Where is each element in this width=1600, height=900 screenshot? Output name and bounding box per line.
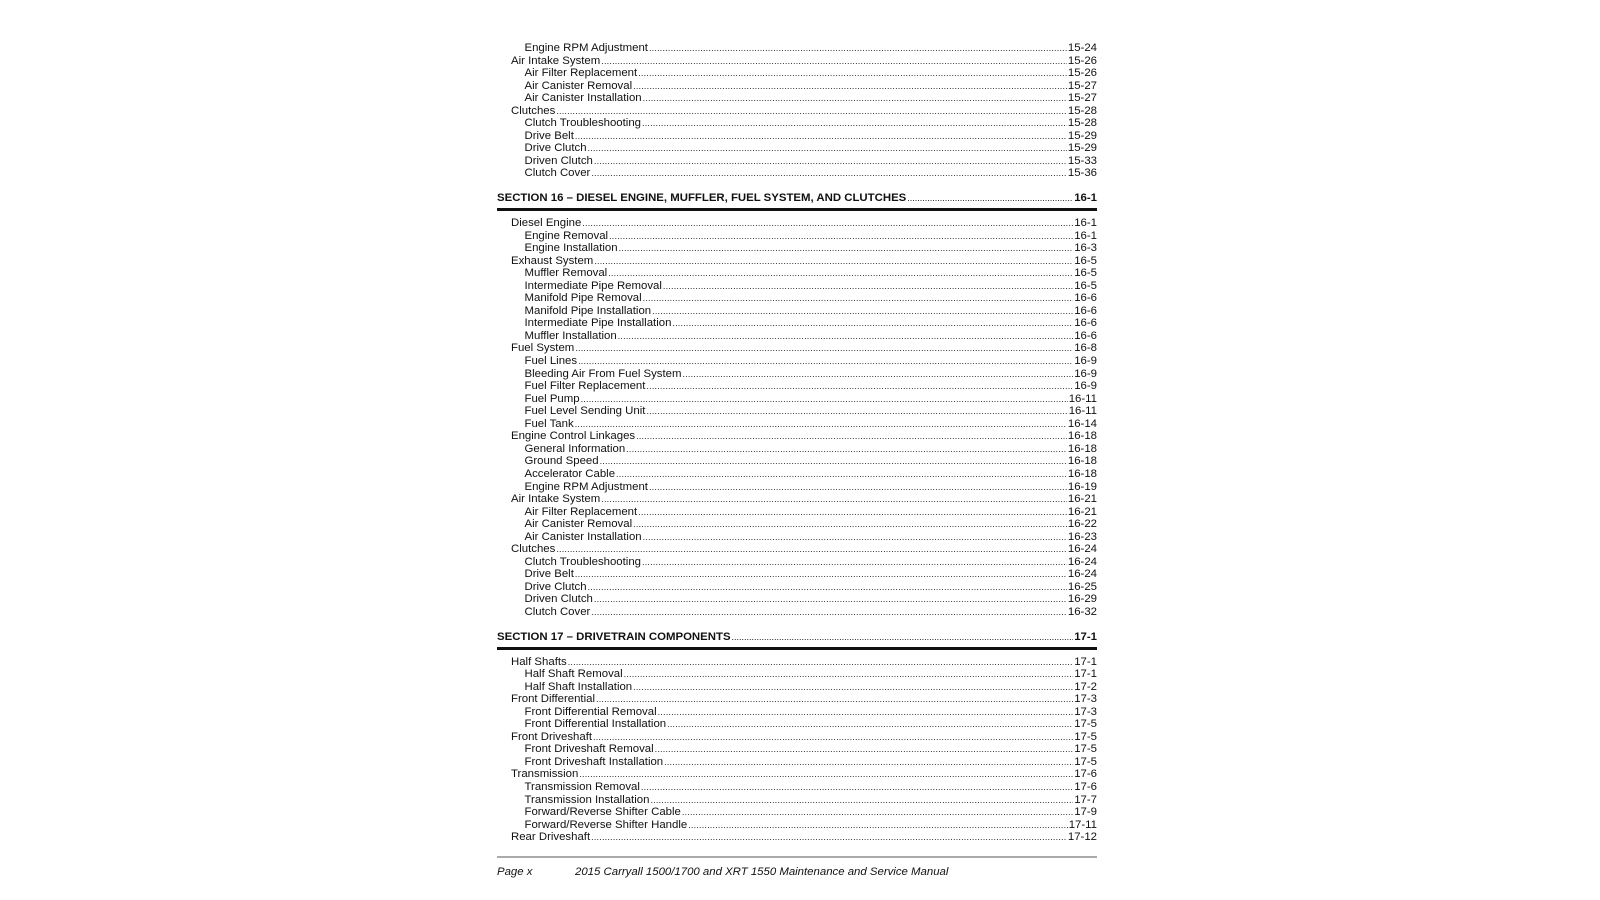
toc-entry-page: 16-1 (1074, 217, 1097, 230)
dot-leader (600, 455, 1067, 468)
dot-leader (593, 731, 1073, 744)
toc-entry-title: Air Intake System (511, 54, 601, 67)
toc-entry-title: Fuel Lines (524, 355, 578, 368)
toc-entry-page: 17-7 (1074, 793, 1097, 806)
dot-leader (624, 668, 1074, 681)
toc-entry-page: 17-6 (1074, 768, 1097, 781)
toc-entry-title: Transmission Installation (524, 793, 650, 806)
dot-leader (633, 518, 1067, 531)
toc-entry-title: Front Driveshaft (511, 730, 593, 743)
toc-entry[interactable] (497, 556, 1097, 569)
toc-entry-title: Transmission Removal (524, 780, 640, 793)
toc-entry-page: 16-14 (1067, 417, 1097, 430)
toc-entry-title: Half Shaft Installation (524, 680, 633, 693)
dot-leader (649, 481, 1067, 494)
toc-entry-page: 17-2 (1074, 680, 1097, 693)
toc-entry[interactable] (497, 430, 1097, 443)
toc-entry[interactable] (497, 831, 1097, 844)
toc-entry[interactable] (497, 543, 1097, 556)
toc-entry-page: 15-24 (1067, 42, 1097, 54)
dot-leader (641, 781, 1073, 794)
dot-leader (649, 42, 1067, 55)
toc-entry-title: Manifold Pipe Removal (524, 292, 642, 305)
section-17-title: SECTION 17 – DRIVETRAIN COMPONENTS (497, 630, 731, 643)
toc-entry[interactable] (497, 230, 1097, 243)
toc-entry[interactable] (497, 781, 1097, 794)
toc-entry[interactable] (497, 681, 1097, 694)
toc-entry-title: Drive Clutch (524, 142, 587, 155)
toc-entry-page: 16-11 (1068, 392, 1097, 405)
dot-leader (556, 105, 1067, 118)
toc-entry-page: 16-8 (1074, 342, 1097, 355)
toc-entry[interactable] (497, 267, 1097, 280)
toc-entry-title: Forward/Reverse Shifter Cable (524, 806, 681, 819)
toc-entry-title: Clutch Troubleshooting (524, 555, 642, 568)
toc-entry[interactable] (497, 342, 1097, 355)
toc-entry-title: Front Differential Installation (524, 718, 667, 731)
toc-entry-title: Engine RPM Adjustment (524, 42, 648, 54)
toc-entry-title: Fuel Pump (524, 392, 580, 405)
footer-manual-title: 2015 Carryall 1500/1700 and XRT 1550 Maintenance and Service Manual (575, 866, 949, 878)
toc-entry-page: 16-18 (1067, 430, 1097, 443)
toc-entry-page: 16-21 (1067, 493, 1097, 506)
toc-entry-title: Clutch Cover (524, 605, 591, 618)
dot-leader (638, 67, 1067, 80)
toc-entry-page: 16-25 (1067, 580, 1097, 593)
toc-entry-title: Half Shafts (511, 655, 567, 668)
toc-entry[interactable] (497, 155, 1097, 168)
toc-entry[interactable] (497, 693, 1097, 706)
toc-entry-title: Air Canister Installation (524, 530, 642, 543)
section-16-heading[interactable] (497, 191, 1097, 211)
toc-entry-title: Air Canister Removal (524, 79, 633, 92)
dot-leader (588, 142, 1067, 155)
toc-entry-page: 15-27 (1067, 79, 1097, 92)
toc-entry[interactable] (497, 593, 1097, 606)
toc-entry-page: 16-5 (1074, 267, 1097, 280)
toc-entry-title: Air Canister Removal (524, 518, 633, 531)
toc-entry-title: Air Filter Replacement (524, 67, 638, 80)
toc-entry[interactable] (497, 418, 1097, 431)
toc-entry-title: Front Differential (511, 693, 595, 706)
dot-leader (907, 191, 1073, 205)
toc-entry[interactable] (497, 130, 1097, 143)
dot-leader (643, 292, 1074, 305)
toc-entry[interactable] (497, 656, 1097, 669)
toc-entry-page: 17-12 (1067, 831, 1097, 844)
toc-entry[interactable] (497, 105, 1097, 118)
dot-leader (556, 543, 1067, 556)
toc-entry-title: Air Filter Replacement (524, 505, 638, 518)
toc-entry[interactable] (497, 668, 1097, 681)
dot-leader (579, 768, 1073, 781)
toc-entry[interactable] (497, 768, 1097, 781)
dot-leader (608, 267, 1073, 280)
toc-entry[interactable] (497, 794, 1097, 807)
toc-entry[interactable] (497, 42, 1097, 55)
dot-leader (667, 718, 1073, 731)
toc-entry-title: Front Driveshaft Removal (524, 743, 654, 756)
dot-leader (594, 593, 1067, 606)
toc-entry-title: Clutch Troubleshooting (524, 117, 642, 130)
toc-entry-title: Fuel System (511, 342, 575, 355)
toc-entry-title: Air Intake System (511, 493, 601, 506)
dot-leader (575, 418, 1067, 431)
toc-entry[interactable] (497, 305, 1097, 318)
toc-entry-page: 16-32 (1067, 605, 1097, 618)
toc-entry-page: 15-28 (1067, 117, 1097, 130)
toc-entry-title: Engine Installation (524, 242, 618, 255)
toc-entry-title: Diesel Engine (511, 217, 582, 230)
toc-entry[interactable] (497, 255, 1097, 268)
dot-leader (682, 806, 1073, 819)
toc-entry-page: 16-6 (1074, 292, 1097, 305)
toc-entry-title: Clutch Cover (524, 167, 591, 180)
toc-entry[interactable] (497, 743, 1097, 756)
table-of-contents (497, 42, 1097, 844)
dot-leader (609, 230, 1073, 243)
dot-leader (591, 606, 1067, 619)
dot-leader (646, 380, 1073, 393)
dot-leader (575, 568, 1067, 581)
toc-entry-page: 15-28 (1067, 104, 1097, 117)
toc-entry-title: Accelerator Cable (524, 467, 616, 480)
toc-entry-page: 16-9 (1074, 380, 1097, 393)
toc-entry[interactable] (497, 330, 1097, 343)
toc-entry-title: Clutches (511, 543, 556, 556)
toc-entry-title: Front Driveshaft Installation (524, 755, 664, 768)
toc-entry-title: Muffler Installation (524, 329, 617, 342)
dot-leader (594, 255, 1073, 268)
toc-entry[interactable] (497, 756, 1097, 769)
dot-leader (643, 92, 1067, 105)
toc-entry[interactable] (497, 142, 1097, 155)
dot-leader (638, 506, 1067, 519)
toc-entry-title: Air Canister Installation (524, 92, 642, 105)
toc-entry-page: 16-9 (1074, 355, 1097, 368)
toc-entry[interactable] (497, 518, 1097, 531)
toc-entry[interactable] (497, 718, 1097, 731)
toc-entry[interactable] (497, 506, 1097, 519)
toc-entry[interactable] (497, 568, 1097, 581)
toc-entry[interactable] (497, 380, 1097, 393)
toc-entry-title: Transmission (511, 768, 579, 781)
toc-entry-page: 17-6 (1074, 780, 1097, 793)
toc-entry-title: Intermediate Pipe Installation (524, 317, 672, 330)
toc-entry-title: Drive Clutch (524, 580, 587, 593)
toc-entry-title: Forward/Reverse Shifter Handle (524, 818, 688, 831)
toc-entry[interactable] (497, 217, 1097, 230)
toc-entry-title: Driven Clutch (524, 593, 593, 606)
toc-entry-title: Exhaust System (511, 254, 594, 267)
section-17-heading[interactable] (497, 630, 1097, 650)
toc-entry[interactable] (497, 706, 1097, 719)
section-16-title: SECTION 16 – DIESEL ENGINE, MUFFLER, FUEL SYSTEM, AND CLUTCHES (497, 192, 907, 205)
toc-entry-page: 17-5 (1074, 743, 1097, 756)
toc-entry[interactable] (497, 280, 1097, 293)
toc-entry-page: 17-5 (1074, 730, 1097, 743)
toc-entry-page: 16-6 (1074, 329, 1097, 342)
toc-entry[interactable] (497, 731, 1097, 744)
toc-section-15-continued (497, 42, 1097, 180)
dot-leader (663, 280, 1073, 293)
toc-entry-page: 15-33 (1067, 154, 1097, 167)
dot-leader (568, 656, 1073, 669)
dot-leader (633, 80, 1067, 93)
toc-entry-title: Fuel Tank (524, 417, 574, 430)
dot-leader (650, 794, 1073, 807)
toc-entry-page: 17-3 (1074, 693, 1097, 706)
dot-leader (633, 681, 1073, 694)
dot-leader (626, 443, 1067, 456)
toc-entry-title: Engine RPM Adjustment (524, 480, 648, 493)
toc-entry-page: 16-24 (1067, 543, 1097, 556)
toc-section-17 (497, 656, 1097, 844)
toc-entry[interactable] (497, 355, 1097, 368)
toc-entry-page: 16-6 (1074, 304, 1097, 317)
toc-entry-page: 16-23 (1067, 530, 1097, 543)
dot-leader (588, 581, 1067, 594)
toc-entry[interactable] (497, 481, 1097, 494)
toc-entry-page: 16-3 (1074, 242, 1097, 255)
toc-entry-title: Drive Belt (524, 129, 574, 142)
dot-leader (636, 430, 1067, 443)
dot-leader (578, 355, 1073, 368)
dot-leader (619, 242, 1074, 255)
dot-leader (601, 55, 1067, 68)
toc-entry[interactable] (497, 581, 1097, 594)
dot-leader (581, 393, 1068, 406)
dot-leader (646, 405, 1067, 418)
toc-entry-page: 16-22 (1067, 518, 1097, 531)
toc-entry[interactable] (497, 67, 1097, 80)
toc-entry[interactable] (497, 117, 1097, 130)
dot-leader (683, 368, 1074, 381)
dot-leader (642, 117, 1067, 130)
dot-leader (664, 756, 1073, 769)
toc-entry-page: 16-18 (1067, 442, 1097, 455)
dot-leader (575, 342, 1073, 355)
toc-entry[interactable] (497, 92, 1097, 105)
dot-leader (652, 305, 1073, 318)
dot-leader (642, 556, 1067, 569)
toc-entry-page: 17-1 (1074, 668, 1097, 681)
toc-entry-page: 16-1 (1074, 229, 1097, 242)
toc-entry-title: Manifold Pipe Installation (524, 304, 652, 317)
toc-entry-page: 16-11 (1068, 405, 1097, 418)
toc-entry-title: Fuel Level Sending Unit (524, 405, 646, 418)
dot-leader (582, 217, 1073, 230)
toc-entry-title: Muffler Removal (524, 267, 608, 280)
dot-leader (575, 130, 1067, 143)
dot-leader (688, 819, 1068, 832)
section-17-page: 17-1 (1074, 630, 1097, 643)
toc-entry-page: 16-5 (1074, 279, 1097, 292)
dot-leader (591, 167, 1067, 180)
toc-entry-page: 15-26 (1067, 54, 1097, 67)
toc-entry[interactable] (497, 167, 1097, 180)
toc-entry-page: 17-1 (1074, 655, 1097, 668)
toc-entry-page: 16-24 (1067, 568, 1097, 581)
toc-entry[interactable] (497, 468, 1097, 481)
dot-leader (658, 706, 1074, 719)
toc-entry-page: 17-3 (1074, 705, 1097, 718)
toc-entry-page: 16-9 (1074, 367, 1097, 380)
section-16-page: 16-1 (1074, 192, 1097, 205)
toc-entry-page: 17-11 (1068, 818, 1097, 831)
toc-entry-title: Clutches (511, 104, 556, 117)
dot-leader (618, 330, 1073, 343)
dot-leader (596, 693, 1073, 706)
toc-entry-page: 17-5 (1074, 718, 1097, 731)
toc-entry-page: 16-6 (1074, 317, 1097, 330)
toc-entry-title: Fuel Filter Replacement (524, 380, 646, 393)
toc-entry[interactable] (497, 819, 1097, 832)
toc-entry-page: 16-18 (1067, 455, 1097, 468)
toc-entry[interactable] (497, 405, 1097, 418)
toc-entry[interactable] (497, 443, 1097, 456)
toc-entry-title: Engine Control Linkages (511, 430, 636, 443)
toc-entry-page: 16-5 (1074, 254, 1097, 267)
toc-entry-page: 16-29 (1067, 593, 1097, 606)
dot-leader (732, 630, 1074, 644)
toc-entry-page: 17-9 (1074, 806, 1097, 819)
toc-entry[interactable] (497, 493, 1097, 506)
toc-entry[interactable] (497, 806, 1097, 819)
toc-entry-title: Front Differential Removal (524, 705, 657, 718)
toc-entry-title: Engine Removal (524, 229, 609, 242)
toc-entry[interactable] (497, 393, 1097, 406)
toc-entry-title: Half Shaft Removal (524, 668, 623, 681)
dot-leader (594, 155, 1067, 168)
footer-page-label: Page x (497, 866, 533, 878)
toc-entry[interactable] (497, 80, 1097, 93)
toc-entry-page: 16-19 (1067, 480, 1097, 493)
toc-entry[interactable] (497, 368, 1097, 381)
toc-entry-title: Bleeding Air From Fuel System (524, 367, 682, 380)
dot-leader (601, 493, 1067, 506)
toc-entry-title: Intermediate Pipe Removal (524, 279, 662, 292)
toc-entry-title: Drive Belt (524, 568, 574, 581)
toc-entry[interactable] (497, 531, 1097, 544)
toc-entry-page: 16-18 (1067, 467, 1097, 480)
dot-leader (672, 317, 1073, 330)
toc-entry-page: 15-27 (1067, 92, 1097, 105)
toc-entry[interactable] (497, 455, 1097, 468)
toc-entry-page: 15-29 (1067, 142, 1097, 155)
toc-entry-page: 17-5 (1074, 755, 1097, 768)
toc-entry-title: Ground Speed (524, 455, 599, 468)
dot-leader (643, 531, 1067, 544)
toc-entry-page: 16-21 (1067, 505, 1097, 518)
toc-entry[interactable] (497, 55, 1097, 68)
toc-entry-page: 15-26 (1067, 67, 1097, 80)
dot-leader (655, 743, 1074, 756)
dot-leader (616, 468, 1067, 481)
toc-section-16 (497, 217, 1097, 619)
page-footer (497, 856, 1097, 878)
toc-entry[interactable] (497, 242, 1097, 255)
toc-entry-page: 16-24 (1067, 555, 1097, 568)
toc-entry-page: 15-29 (1067, 129, 1097, 142)
toc-entry[interactable] (497, 292, 1097, 305)
toc-entry-title: General Information (524, 442, 626, 455)
toc-entry[interactable] (497, 317, 1097, 330)
toc-entry-title: Driven Clutch (524, 154, 593, 167)
toc-entry-title: Rear Driveshaft (511, 831, 591, 844)
toc-entry-page: 15-36 (1067, 167, 1097, 180)
toc-entry[interactable] (497, 606, 1097, 619)
dot-leader (591, 831, 1067, 844)
